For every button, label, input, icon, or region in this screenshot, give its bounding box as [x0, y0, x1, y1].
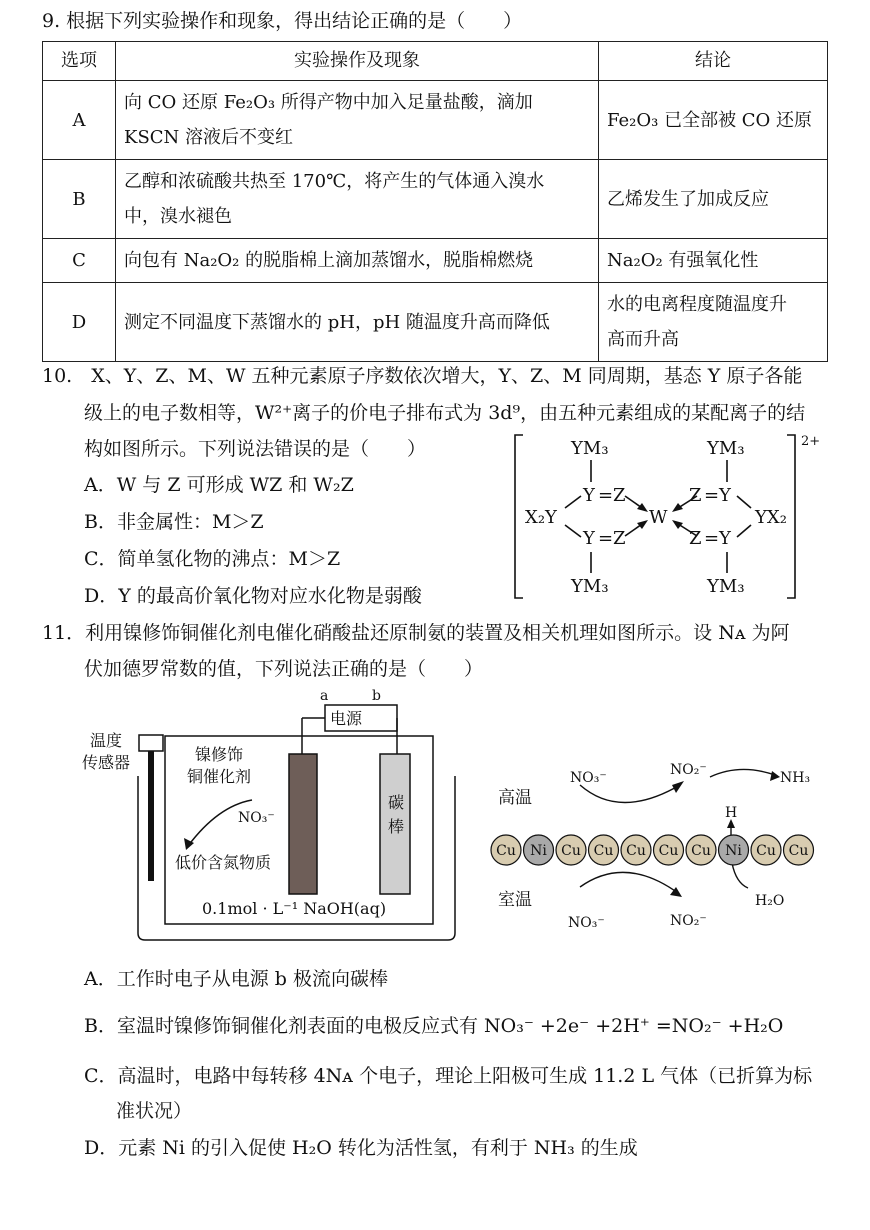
z-atom: Z — [613, 485, 626, 506]
y-atom: Y — [583, 528, 595, 549]
operation-line: KSCN 溶液后不变红 — [124, 127, 294, 148]
x2y-group: X₂Y — [525, 507, 557, 528]
q11-option-c: C．高温时，电路中每转移 4Nᴀ 个电子，理论上阳极可生成 11.2 L 气体（已折算为标 — [84, 1065, 813, 1087]
table-row — [43, 239, 828, 283]
row-conclusion: 乙烯发生了加成反应 — [599, 160, 828, 239]
atom-label: Cu — [626, 843, 646, 859]
row-option: B — [43, 160, 116, 239]
q9-table — [42, 41, 828, 362]
mech-h: H — [725, 805, 738, 821]
temp-sensor-label-1: 温度 — [90, 731, 123, 750]
y-atom: Y — [719, 485, 731, 506]
q10-line2: 级上的电子数相等，W²⁺离子的价电子排布式为 3d⁹，由五种元素组成的某配离子的结 — [84, 402, 806, 424]
row-operation — [116, 160, 599, 239]
operation-line: 向 CO 还原 Fe₂O₃ 所得产物中加入足量盐酸，滴加 — [124, 92, 533, 113]
row-option: A — [43, 81, 116, 160]
double-bond: = — [704, 528, 720, 549]
atom-label: Cu — [788, 843, 809, 859]
complex-ion-structure — [505, 430, 835, 605]
q10-option-b: B．非金属性：M＞Z — [84, 511, 264, 533]
yx2-group: YX₂ — [755, 507, 787, 528]
electrolysis-apparatus — [80, 688, 480, 948]
temperature-sensor-rod — [148, 751, 154, 881]
row-option: D — [43, 283, 116, 362]
terminal-b: b — [372, 688, 381, 704]
table-header-row — [43, 42, 828, 81]
mech-no3-bottom: NO₃⁻ — [568, 915, 605, 931]
q9-stem: 9. 根据下列实验操作和现象，得出结论正确的是（ ） — [42, 10, 523, 32]
conclusion-line: 高而升高 — [607, 329, 679, 350]
room-temp-label: 室温 — [498, 890, 532, 910]
header-operation: 实验操作及现象 — [116, 42, 599, 81]
atom-label: Cu — [691, 843, 711, 859]
q11-option-a: A．工作时电子从电源 b 极流向碳棒 — [84, 968, 388, 990]
mech-no3-top: NO₃⁻ — [570, 770, 607, 786]
q10-option-d: D．Y 的最高价氧化物对应水化物是弱酸 — [84, 585, 422, 607]
charge-label: 2+ — [801, 434, 821, 449]
row-operation — [116, 81, 599, 160]
mech-no2-top: NO₂⁻ — [670, 762, 707, 778]
nitrate-label: NO₃⁻ — [238, 810, 275, 826]
table-row — [43, 160, 828, 239]
atom-label: Ni — [530, 843, 547, 859]
q11-option-c-cont: 准状况） — [116, 1100, 193, 1122]
z-atom: Z — [613, 528, 626, 549]
temp-sensor-label-2: 传感器 — [82, 753, 131, 772]
high-temp-label: 高温 — [498, 788, 532, 808]
low-valence-n-label: 低价含氮物质 — [175, 853, 272, 872]
q11-line2: 伏加德罗常数的值，下列说法正确的是（ ） — [84, 658, 484, 680]
operation-line: 中，溴水褪色 — [124, 206, 232, 227]
atom-label: Cu — [658, 843, 679, 859]
power-supply-label: 电源 — [330, 709, 363, 728]
z-atom: Z — [689, 485, 702, 506]
q10-line3: 构如图所示。下列说法错误的是（ ） — [84, 438, 427, 460]
double-bond: = — [704, 485, 720, 506]
electrolyte-label: 0.1mol · L⁻¹ NaOH(aq) — [202, 899, 387, 918]
row-conclusion — [599, 283, 828, 362]
catalyst-electrode — [289, 754, 317, 894]
row-operation: 测定不同温度下蒸馏水的 pH，pH 随温度升高而降低 — [116, 283, 599, 362]
ym3-top-left: YM₃ — [571, 438, 609, 459]
q10-line1: 10. X、Y、Z、M、W 五种元素原子序数依次增大，Y、Z、M 同周期，基态 Y 原子各能 — [42, 365, 803, 387]
conclusion-line: 水的电离程度随温度升 — [607, 294, 787, 315]
operation-line: 乙醇和浓硫酸共热至 170℃，将产生的气体通入溴水 — [124, 171, 545, 192]
atom-label: Cu — [496, 843, 516, 859]
table-row — [43, 81, 828, 160]
q10-option-a: A．W 与 Z 可形成 WZ 和 W₂Z — [84, 474, 354, 496]
mech-no2-bottom: NO₂⁻ — [670, 913, 707, 929]
ym3-bottom-left: YM₃ — [571, 576, 609, 597]
table-row — [43, 283, 828, 362]
carbon-label-2: 棒 — [388, 817, 405, 836]
header-option: 选项 — [43, 42, 116, 81]
y-atom: Y — [719, 528, 731, 549]
terminal-a: a — [320, 688, 329, 704]
w-center: W — [649, 507, 668, 528]
z-atom: Z — [689, 528, 702, 549]
atom-label: Ni — [725, 843, 742, 859]
catalyst-label-2: 铜催化剂 — [187, 767, 252, 786]
row-conclusion: Na₂O₂ 有强氧化性 — [599, 239, 828, 283]
atom-label: Cu — [561, 843, 581, 859]
catalyst-label-1: 镍修饰 — [195, 745, 244, 764]
mech-h2o: H₂O — [755, 893, 785, 909]
q11-option-b: B．室温时镍修饰铜催化剂表面的电极反应式有 NO₃⁻ +2e⁻ +2H⁺ =NO₂⁻ +H₂O — [84, 1015, 784, 1037]
q11-option-d: D．元素 Ni 的引入促使 H₂O 转化为活性氢，有利于 NH₃ 的生成 — [84, 1137, 638, 1159]
catalyst-atom-row — [491, 835, 814, 865]
header-conclusion: 结论 — [599, 42, 828, 81]
q10-option-c: C．简单氢化物的沸点：M＞Z — [84, 548, 341, 570]
reaction-mechanism — [490, 755, 830, 945]
row-operation: 向包有 Na₂O₂ 的脱脂棉上滴加蒸馏水，脱脂棉燃烧 — [116, 239, 599, 283]
atom-label: Cu — [593, 843, 614, 859]
row-option: C — [43, 239, 116, 283]
ym3-bottom-right: YM₃ — [707, 576, 745, 597]
atom-label: Cu — [756, 843, 776, 859]
mech-nh3: NH₃ — [780, 770, 811, 786]
y-atom: Y — [583, 485, 595, 506]
double-bond: = — [598, 485, 614, 506]
row-conclusion: Fe₂O₃ 已全部被 CO 还原 — [599, 81, 828, 160]
carbon-label-1: 碳 — [388, 793, 405, 812]
ym3-top-right: YM₃ — [707, 438, 745, 459]
q11-line1: 11．利用镍修饰铜催化剂电催化硝酸盐还原制氨的装置及相关机理如图所示。设 Nᴀ 为阿 — [42, 622, 790, 644]
double-bond: = — [598, 528, 614, 549]
